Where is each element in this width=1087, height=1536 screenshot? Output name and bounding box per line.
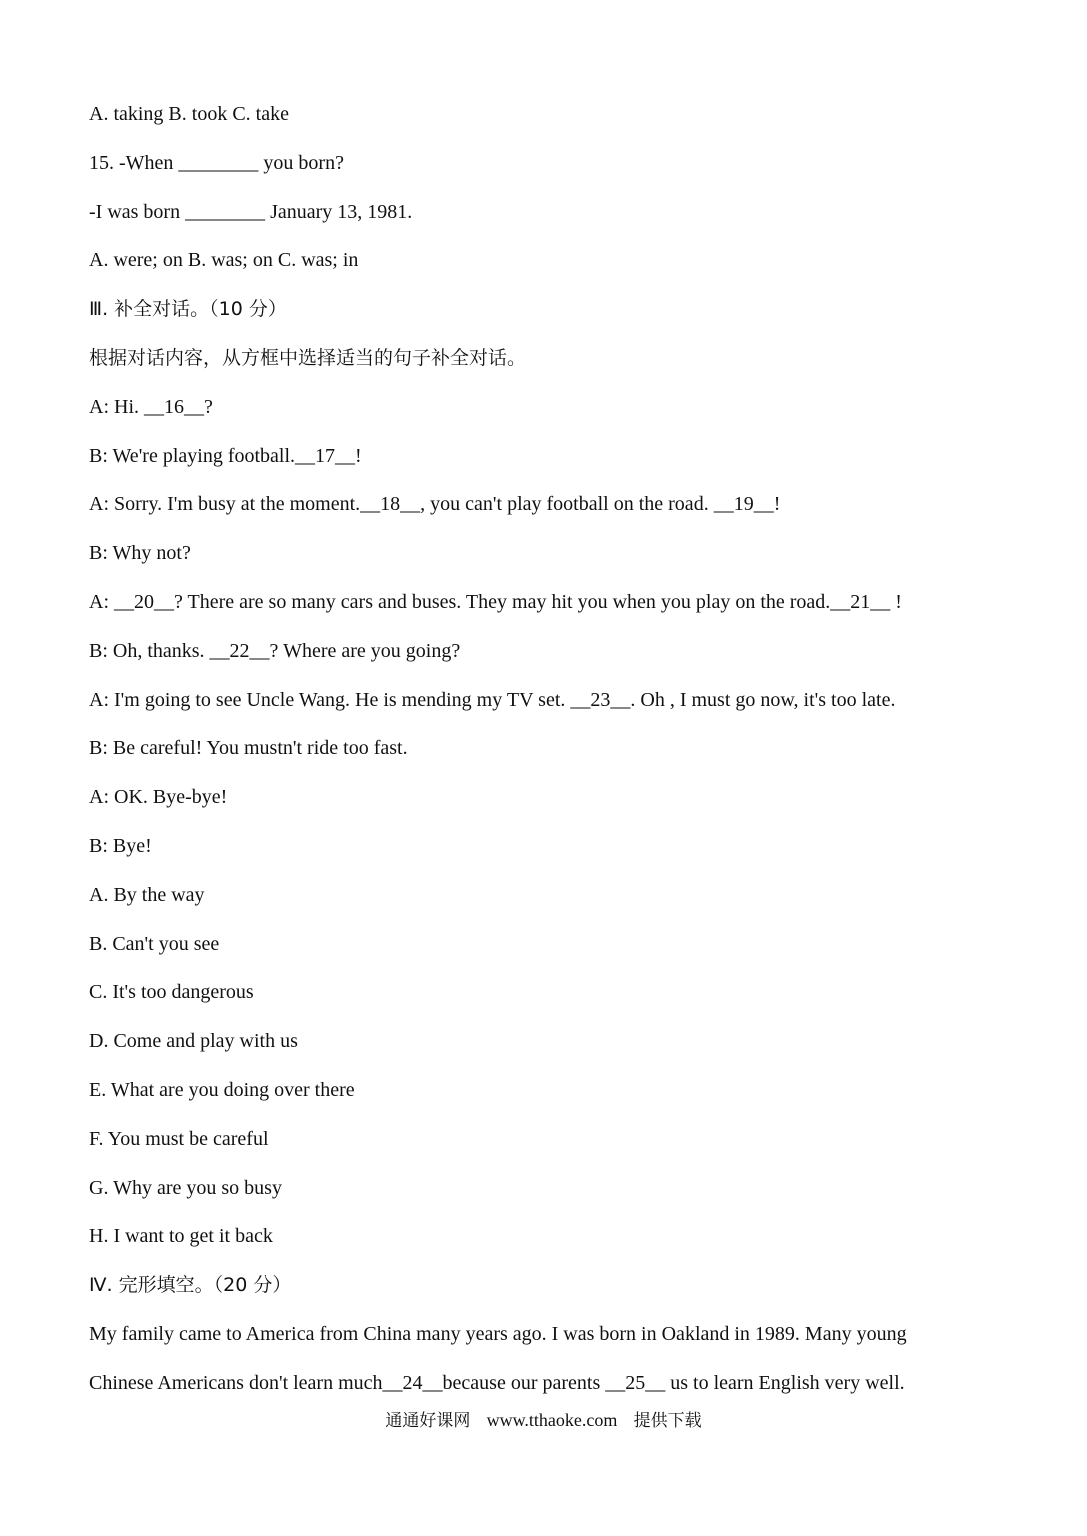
cloze-passage-line: Chinese Americans don't learn much__24__because our parents __25__ us to learn English very well. [89,1371,905,1394]
choice-option: H. I want to get it back [89,1225,273,1248]
question-15-answer-line: -I was born ________ January 13, 1981. [89,200,413,223]
section-3-instruction: 根据对话内容，从方框中选择适当的句子补全对话。 [89,346,527,369]
choice-option: E. What are you doing over there [89,1078,355,1101]
choice-option: A. By the way [89,883,205,906]
page-footer [0,1405,1087,1436]
footer-url: www.tthaoke.com [486,1410,618,1430]
section-3-heading: Ⅲ. 补全对话。（10 分） [89,298,287,321]
dialogue-line: B: Oh, thanks. __22__? Where are you going? [89,639,461,662]
choice-option: D. Come and play with us [89,1030,298,1053]
cloze-passage-line: My family came to America from China many years ago. I was born in Oakland in 1989. Many young [89,1322,907,1345]
dialogue-line: B: We're playing football.__17__! [89,444,362,467]
option-line-q15: A. were; on B. was; on C. was; in [89,249,359,272]
choice-option: B. Can't you see [89,932,220,955]
choice-option: C. It's too dangerous [89,981,254,1004]
question-15: 15. -When ________ you born? [89,151,344,174]
choice-option: G. Why are you so busy [89,1176,282,1199]
choice-option: F. You must be careful [89,1127,269,1150]
dialogue-line: B: Bye! [89,834,152,857]
option-line-q14: A. taking B. took C. take [89,103,289,125]
dialogue-line: B: Be careful! You mustn't ride too fast. [89,737,408,760]
document-body [89,97,1019,1415]
footer-site-name: 通通好课网 [385,1411,471,1431]
dialogue-line: A: OK. Bye-bye! [89,786,228,809]
dialogue-line: A: Sorry. I'm busy at the moment.__18__, you can't play football on the road. __19__! [89,493,781,516]
dialogue-line: A: I'm going to see Uncle Wang. He is mending my TV set. __23__. Oh , I must go now, it's too late. [89,688,896,711]
dialogue-line: A: Hi. __16__? [89,395,213,418]
section-4-heading: Ⅳ. 完形填空。（20 分） [89,1274,292,1297]
dialogue-line: B: Why not? [89,542,191,565]
dialogue-line: A: __20__? There are so many cars and buses. They may hit you when you play on the road.__21__ ! [89,590,902,613]
footer-suffix: 提供下载 [633,1411,702,1431]
